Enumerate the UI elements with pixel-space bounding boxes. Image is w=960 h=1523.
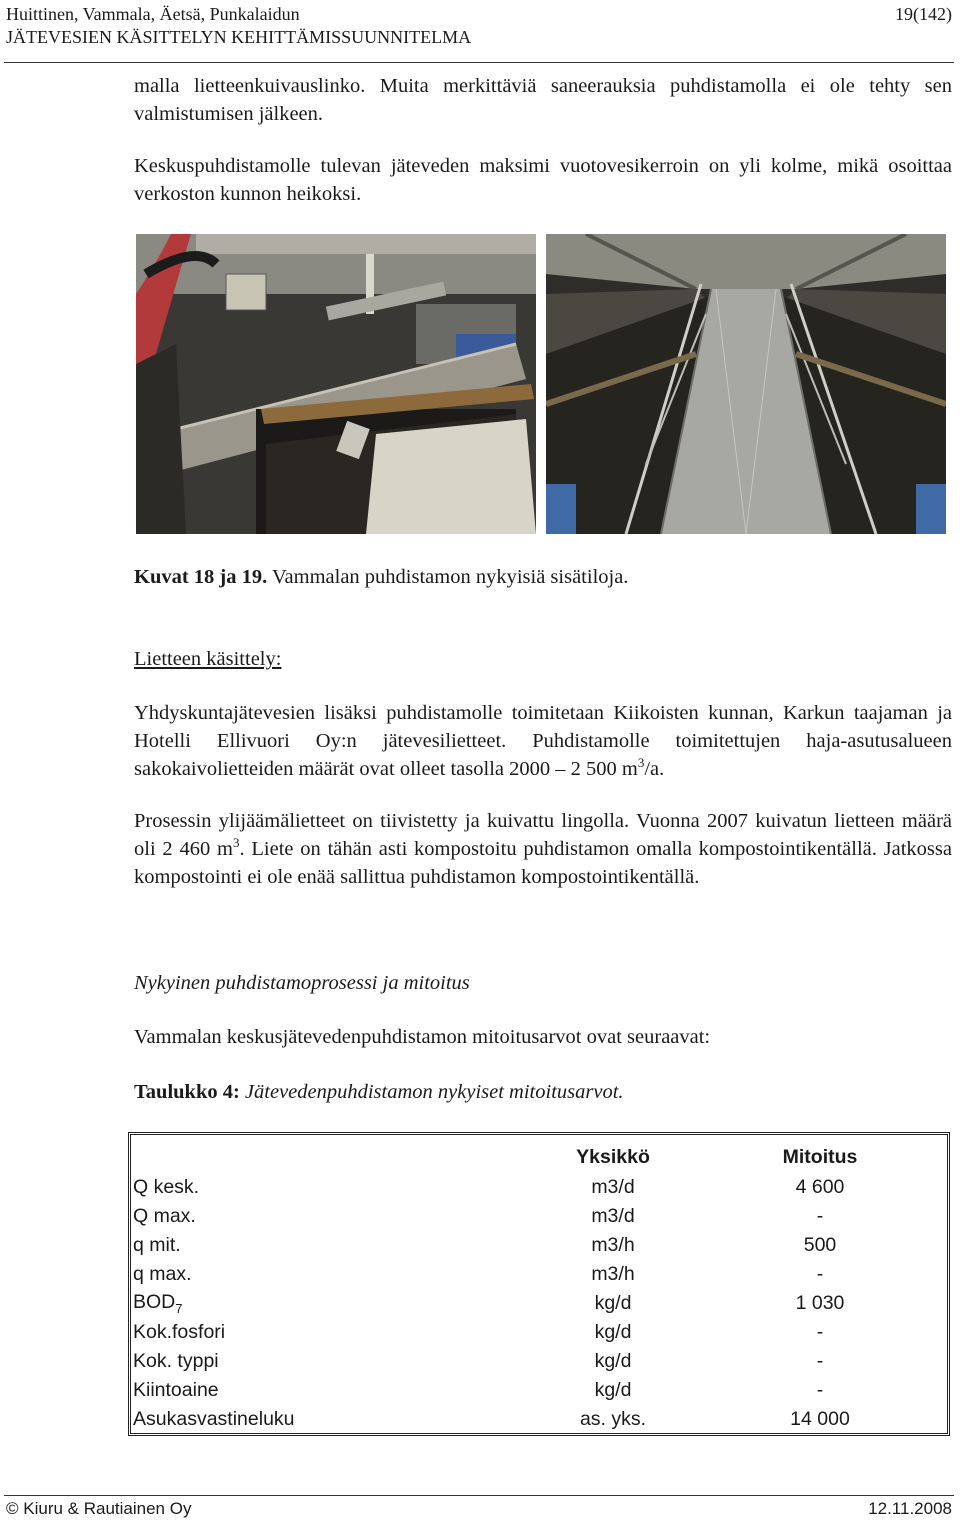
page-number: 19(142) bbox=[895, 4, 952, 24]
table-cell-unit: m3/h bbox=[591, 1263, 635, 1285]
table-cell-unit: m3/h bbox=[591, 1234, 635, 1256]
table-row bbox=[131, 1289, 947, 1318]
table-row bbox=[131, 1347, 947, 1376]
parameter-name: Asukasvastineluku bbox=[133, 1408, 295, 1430]
table-cell-unit: m3/d bbox=[591, 1205, 635, 1227]
table-row bbox=[131, 1260, 947, 1289]
table-header-value: Mitoitus bbox=[782, 1145, 858, 1168]
sludge-paragraph-2-end: . Liete on tähän asti kompostoitu puhdistamon omalla kompostointikentällä. Jatkossa kompostointi ei ole enää sallittua puhdistamon kompostointikentällä. bbox=[134, 838, 952, 888]
parameter-name: Kiintoaine bbox=[133, 1379, 219, 1401]
table-cell-unit: kg/d bbox=[594, 1292, 632, 1314]
table-cell-value: - bbox=[816, 1263, 824, 1285]
figure-caption-text: Vammalan puhdistamon nykyisiä sisätiloja. bbox=[267, 566, 629, 588]
table-header-parameter bbox=[131, 1141, 533, 1173]
sludge-paragraph-1-end: /a. bbox=[644, 758, 665, 780]
table-header-unit: Yksikkö bbox=[576, 1145, 650, 1168]
table-cell-parameter bbox=[131, 1347, 533, 1376]
section-heading-process: Nykyinen puhdistamoprosessi ja mitoitus bbox=[134, 972, 470, 994]
table-cell-unit: m3/d bbox=[591, 1176, 635, 1198]
intro-paragraph-1: malla lietteenkuivauslinko. Muita merkittäviä saneerauksia puhdistamolla ei ole tehty sen valmistumisen jälkeen. bbox=[134, 75, 952, 125]
table-cell-parameter bbox=[131, 1231, 533, 1260]
table-cell-unit: kg/d bbox=[594, 1350, 632, 1372]
table-caption-number: Taulukko 4: bbox=[134, 1081, 240, 1103]
sludge-paragraph-2-text: Prosessin ylijäämälietteet on tiivistetty ja kuivattu lingolla. Vuonna 2007 kuivatun lietteen määrä oli 2 460 m bbox=[134, 810, 952, 860]
parameter-name: Kok. typpi bbox=[133, 1350, 219, 1372]
table-cell-parameter bbox=[131, 1376, 533, 1405]
table-body bbox=[131, 1173, 947, 1434]
table-cell-value: 1 030 bbox=[795, 1292, 845, 1314]
figure-caption-number: Kuvat 18 ja 19. bbox=[134, 566, 268, 588]
table-cell-parameter bbox=[131, 1318, 533, 1347]
sludge-paragraph-2 bbox=[134, 807, 952, 891]
table-cell-value: - bbox=[816, 1205, 824, 1227]
table-cell-parameter bbox=[131, 1202, 533, 1231]
table-cell-value: - bbox=[816, 1379, 824, 1401]
footer-date: 12.11.2008 bbox=[868, 1499, 952, 1518]
parameter-name: q max. bbox=[133, 1263, 192, 1285]
table-cell-unit: kg/d bbox=[594, 1379, 632, 1401]
table-caption bbox=[134, 1078, 624, 1106]
table-cell-value: 14 000 bbox=[790, 1408, 850, 1430]
table-cell-unit: kg/d bbox=[594, 1321, 632, 1343]
table-row bbox=[131, 1318, 947, 1347]
table-cell-parameter bbox=[131, 1405, 533, 1434]
parameter-name: q mit. bbox=[133, 1234, 181, 1256]
sludge-paragraph-1-text: Yhdyskuntajätevesien lisäksi puhdistamolle toimitetaan Kiikoisten kunnan, Karkun taajaman ja Hotelli Ellivuori Oy:n jätevesilietteet. Puhdistamolle toimitettujen haja-asutusalueen sakokaivolietteiden määrät ovat olleet tasolla 2000 – 2 500 m bbox=[134, 702, 952, 780]
figure-caption bbox=[134, 563, 628, 591]
footer-divider bbox=[4, 1495, 954, 1496]
table-cell-parameter bbox=[131, 1260, 533, 1289]
intro-paragraph-2: Keskuspuhdistamolle tulevan jäteveden maksimi vuotovesikerroin on yli kolme, mikä osoittaa verkoston kunnon heikoksi. bbox=[134, 155, 952, 205]
parameter-subscript: 7 bbox=[175, 1300, 183, 1316]
sludge-paragraph-2-sup: 3 bbox=[232, 835, 240, 851]
table-cell-value: - bbox=[816, 1321, 824, 1343]
table-cell-unit: as. yks. bbox=[579, 1408, 647, 1430]
header-divider bbox=[4, 62, 954, 63]
table-row bbox=[131, 1231, 947, 1260]
table-cell-value: 500 bbox=[803, 1234, 837, 1256]
dimensioning-table-frame bbox=[128, 1132, 950, 1436]
header-subtitle: JÄTEVESIEN KÄSITTELYN KEHITTÄMISSUUNNITELMA bbox=[6, 27, 472, 47]
section-heading-sludge: Lietteen käsittely: bbox=[134, 648, 282, 670]
parameter-name: BOD bbox=[133, 1291, 176, 1314]
photo-sludge-room bbox=[136, 234, 536, 534]
sludge-paragraph-1-sup: 3 bbox=[637, 755, 645, 771]
table-row bbox=[131, 1202, 947, 1231]
photo-basin-hall bbox=[546, 234, 946, 534]
table-cell-value: - bbox=[816, 1350, 824, 1372]
footer-copyright: © Kiuru & Rautiainen Oy bbox=[6, 1499, 192, 1518]
table-row bbox=[131, 1173, 947, 1202]
sludge-paragraph-1 bbox=[134, 699, 952, 783]
table-row bbox=[131, 1405, 947, 1434]
table-cell-value: 4 600 bbox=[795, 1176, 845, 1198]
table-cell-parameter bbox=[131, 1173, 533, 1202]
process-intro: Vammalan keskusjätevedenpuhdistamon mitoitusarvot ovat seuraavat: bbox=[134, 1026, 711, 1048]
parameter-name: Q max. bbox=[133, 1205, 196, 1227]
table-row bbox=[131, 1376, 947, 1405]
parameter-name: Q kesk. bbox=[133, 1176, 200, 1198]
header-title: Huittinen, Vammala, Äetsä, Punkalaidun bbox=[6, 4, 300, 24]
table-cell-parameter bbox=[131, 1289, 533, 1318]
dimensioning-table bbox=[131, 1141, 947, 1434]
table-caption-text: Jätevedenpuhdistamon nykyiset mitoitusarvot. bbox=[239, 1081, 624, 1103]
parameter-name: Kok.fosfori bbox=[133, 1321, 226, 1343]
